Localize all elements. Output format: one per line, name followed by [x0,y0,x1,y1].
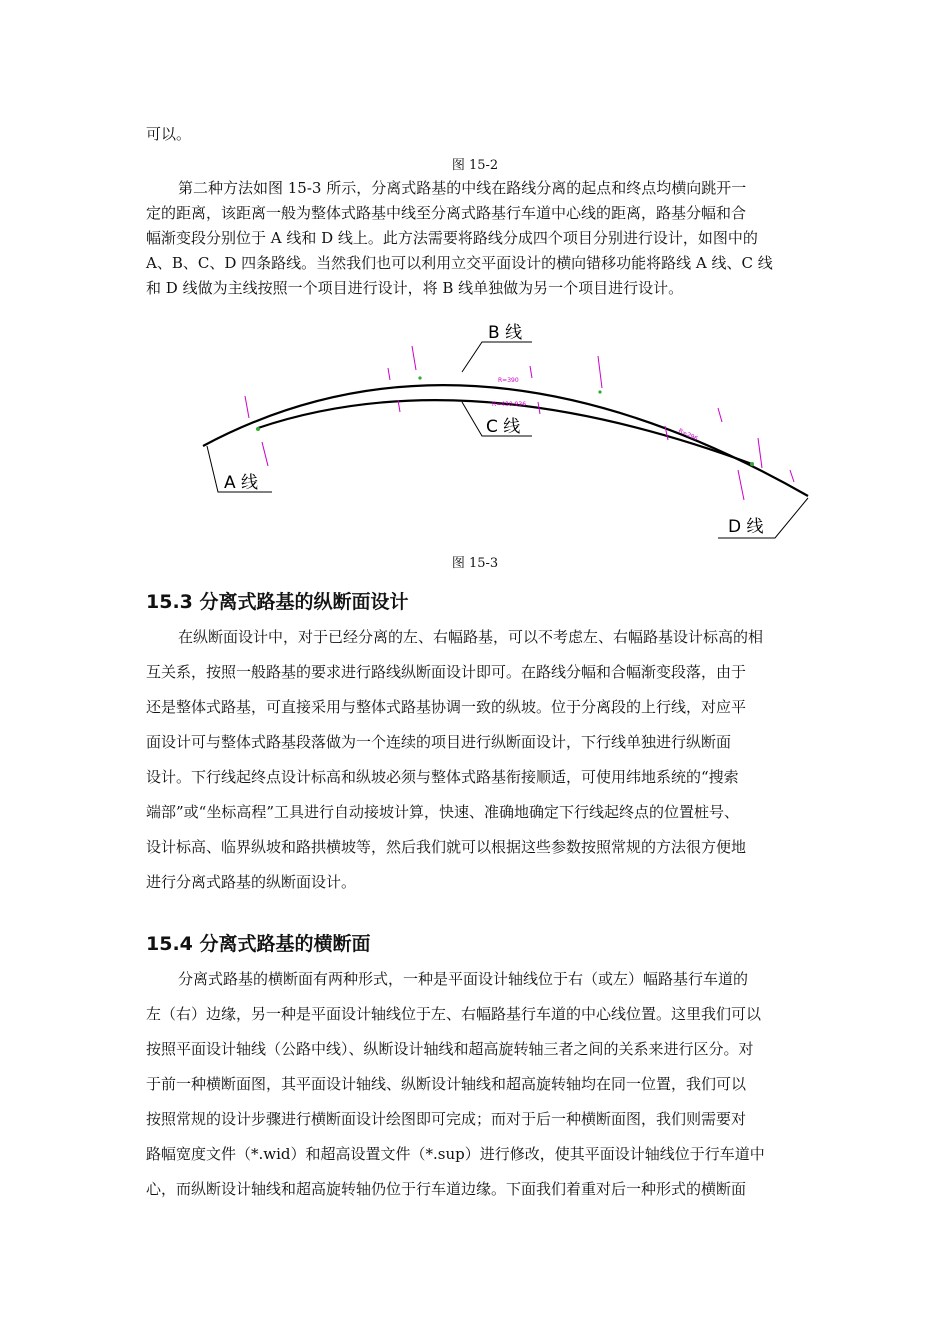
body-text-line: 按照平面设计轴线（公路中线）、纵断设计轴线和超高旋转轴三者之间的关系来进行区分。对 [146,1040,754,1058]
label-d: D 线 [728,517,764,537]
section-heading: 15.4 分离式路基的横断面 [146,933,371,955]
body-text-line: 互关系，按照一般路基的要求进行路线纵断面设计即可。在路线分幅和合幅渐变段落，由于 [146,663,747,681]
body-text-line: 和 D 线做为主线按照一个项目进行设计，将 B 线单独做为另一个项目进行设计。 [146,279,684,297]
body-text-line: 在纵断面设计中，对于已经分离的左、右幅路基，可以不考虑左、右幅路基设计标高的相 [178,628,764,646]
road-alignment-figure [0,318,950,548]
section-heading: 15.3 分离式路基的纵断面设计 [146,591,409,613]
body-text-line: 心，而纵断设计轴线和超高旋转轴仍位于行车道边缘。下面我们着重对后一种形式的横断面 [146,1180,747,1198]
label-a: A 线 [224,473,259,493]
body-text-line: 可以。 [146,125,192,143]
label-c: C 线 [486,417,521,437]
body-text-line: 面设计可与整体式路基段落做为一个连续的项目进行纵断面设计，下行线单独进行纵断面 [146,733,732,751]
body-text-line: 第二种方法如图 15-3 所示，分离式路基的中线在路线分离的起点和终点均横向跳开一 [178,179,747,197]
curve-label-outer: R=390 [498,377,519,384]
figure-caption: 图 15-2 [451,158,499,173]
body-text-line: 左（右）边缘，另一种是平面设计轴线位于左、右幅路基行车道的中心线位置。这里我们可以 [146,1005,762,1023]
body-text-line: 进行分离式路基的纵断面设计。 [146,873,357,891]
body-text-line: 路幅宽度文件（*.wid）和超高设置文件（*.sup）进行修改，使其平面设计轴线位于行车道中 [146,1145,765,1163]
leader-b [462,342,532,372]
curve-label-right: R=296 [677,427,699,443]
body-text-line: 设计。下行线起终点设计标高和纵坡必须与整体式路基衔接顺适，可使用纬地系统的“搜索 [146,768,739,786]
body-text-line: 于前一种横断面图，其平面设计轴线、纵断设计轴线和超高旋转轴均在同一位置，我们可以 [146,1075,747,1093]
figure-caption: 图 15-3 [451,556,499,571]
body-text-line: 还是整体式路基，可直接采用与整体式路基协调一致的纵坡。位于分离段的上行线，对应平 [146,698,747,716]
body-text-line: 幅渐变段分别位于 A 线和 D 线上。此方法需要将路线分成四个项目分别进行设计，如图中的 [146,229,758,247]
body-text-line: 端部”或“坐标高程”工具进行自动接坡计算，快速、准确地确定下行线起终点的位置桩号、 [146,803,740,821]
body-text-line: A、B、C、D 四条路线。当然我们也可以利用立交平面设计的横向错移功能将路线 A 线、C 线 [146,254,773,272]
body-text-line: 设计标高、临界纵坡和路拱横坡等，然后我们就可以根据这些参数按照常规的方法很方便地 [146,838,747,856]
body-text-line: 按照常规的设计步骤进行横断面设计绘图即可完成；而对于后一种横断面图，我们则需要对 [146,1110,747,1128]
body-text-line: 定的距离，该距离一般为整体式路基中线至分离式路基行车道中心线的距离，路基分幅和合 [146,204,747,222]
label-b: B 线 [488,323,523,343]
curve-label-inner: R=430.936 [492,401,527,408]
body-text-line: 分离式路基的横断面有两种形式，一种是平面设计轴线位于右（或左）幅路基行车道的 [178,970,749,988]
